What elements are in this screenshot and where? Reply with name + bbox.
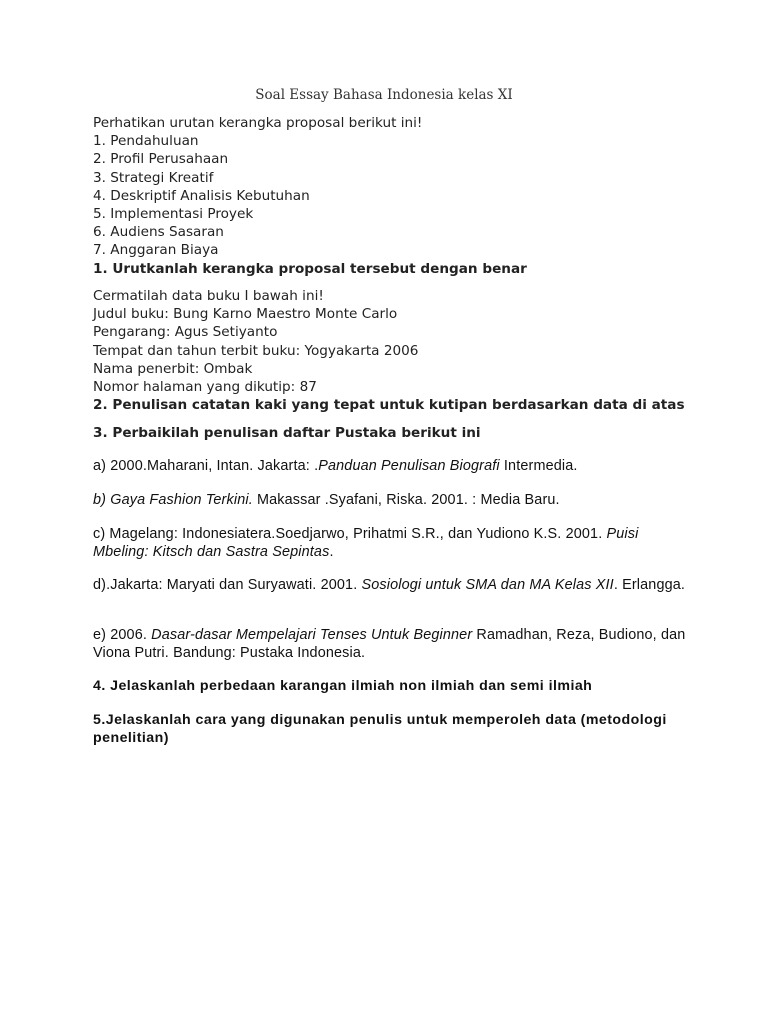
book-data-line: Pengarang: Agus Setiyanto	[93, 324, 278, 341]
reference-a-post: Intermedia.	[499, 458, 578, 474]
question-4: 4. Jelaskanlah perbedaan karangan ilmiah non ilmiah dan semi ilmiah	[93, 678, 593, 694]
question-2: 2. Penulisan catatan kaki yang tepat untuk kutipan berdasarkan data di atas	[93, 397, 685, 414]
document-title: Soal Essay Bahasa Indonesia kelas XI	[255, 87, 513, 103]
reference-d-title: Sosiologi untuk SMA dan MA Kelas XII	[361, 577, 614, 593]
book-data-intro: Cermatilah data buku I bawah ini!	[93, 288, 324, 304]
reference-c	[93, 525, 693, 561]
reference-e	[93, 626, 693, 662]
book-data-line: Judul buku: Bung Karno Maestro Monte Carlo	[93, 306, 398, 323]
reference-c-post: .	[329, 544, 334, 560]
proposal-item: 3. Strategi Kreatif	[93, 169, 214, 186]
proposal-item: 5. Implementasi Proyek	[93, 206, 254, 223]
proposal-section	[93, 114, 713, 278]
reference-e-post: Ramadhan, Reza, Budiono, dan Viona Putri. Bandung: Pustaka Indonesia.	[93, 627, 686, 661]
question-5: 5.Jelaskanlah cara yang digunakan penulis untuk memperoleh data (metodologi penelitian)	[93, 712, 667, 746]
question-1: 1. Urutkanlah kerangka proposal tersebut dengan benar	[93, 260, 527, 277]
proposal-item: 6. Audiens Sasaran	[93, 224, 224, 241]
reference-e-pre: e) 2006.	[93, 627, 152, 643]
reference-a-pre: a) 2000.Maharani, Intan. Jakarta: .	[93, 458, 319, 474]
book-data-section	[93, 287, 713, 414]
reference-d-pre: d).Jakarta: Maryati dan Suryawati. 2001.	[93, 577, 362, 593]
reference-d	[93, 576, 693, 594]
proposal-item: 2. Profil Perusahaan	[93, 151, 229, 168]
proposal-item: 7. Anggaran Biaya	[93, 242, 219, 259]
reference-a	[93, 457, 693, 475]
reference-b-title: b) Gaya Fashion Terkini.	[93, 492, 253, 508]
reference-b-post: Makassar .Syafani, Riska. 2001. : Media Baru.	[252, 492, 560, 508]
book-data-line: Nomor halaman yang dikutip: 87	[93, 379, 317, 396]
reference-b	[93, 491, 693, 509]
question-3: 3. Perbaikilah penulisan daftar Pustaka berikut ini	[93, 425, 481, 441]
proposal-intro: Perhatikan urutan kerangka proposal berikut ini!	[93, 115, 423, 131]
proposal-item: 1. Pendahuluan	[93, 133, 199, 150]
reference-c-pre: c) Magelang: Indonesiatera.Soedjarwo, Prihatmi S.R., dan Yudiono K.S. 2001.	[93, 526, 607, 542]
reference-a-title: Panduan Penulisan Biografi	[318, 458, 500, 474]
book-data-line: Tempat dan tahun terbit buku: Yogyakarta 2006	[93, 342, 419, 359]
reference-d-post: . Erlangga.	[613, 577, 686, 593]
book-data-line: Nama penerbit: Ombak	[93, 360, 253, 377]
reference-e-title: Dasar-dasar Mempelajari Tenses Untuk Beginner	[151, 627, 473, 643]
reference-c-title: Puisi Mbeling: Kitsch dan Sastra Sepintas	[93, 526, 639, 560]
proposal-item: 4. Deskriptif Analisis Kebutuhan	[93, 187, 310, 204]
